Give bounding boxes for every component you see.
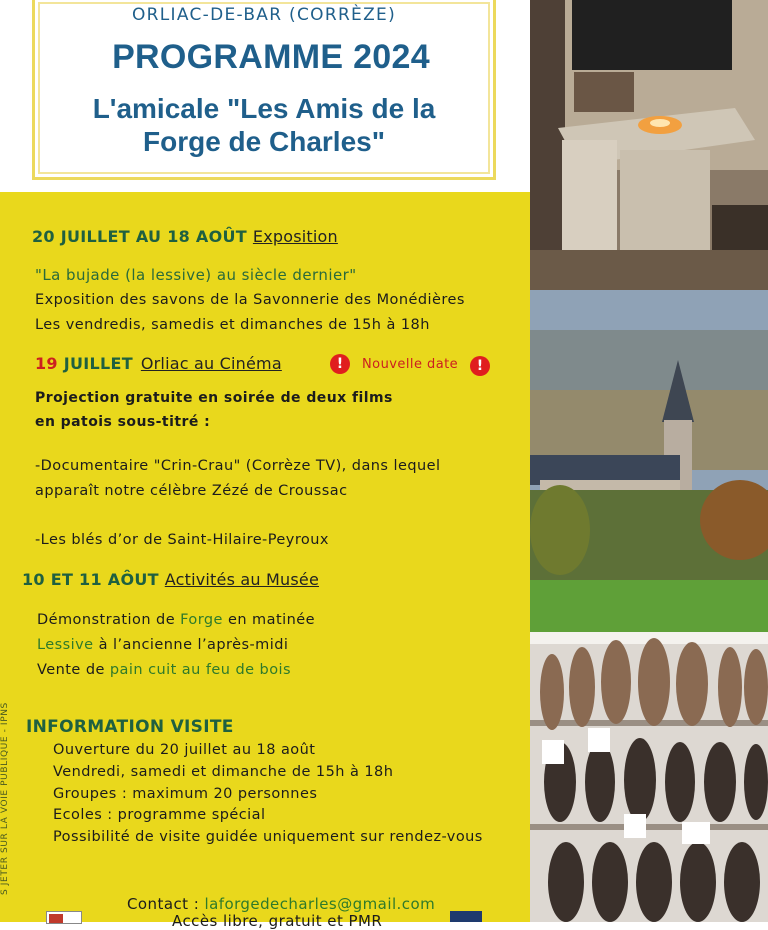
info-line: Vendredi, samedi et dimanche de 15h à 18h [53, 764, 394, 780]
musee-demo-suffix: en matinée [222, 612, 315, 628]
association-name [32, 92, 496, 158]
new-date-badge: Nouvelle date [362, 357, 459, 372]
alert-icon: ! [470, 356, 490, 376]
cinema-title: Orliac au Cinéma [140, 354, 282, 373]
info-line: Ouverture du 20 juillet au 18 août [53, 742, 316, 758]
musee-demo-highlight: Forge [180, 612, 223, 628]
alert-icon: ! [330, 354, 350, 374]
film-1-line-2: apparaît notre célèbre Zézé de Croussac [35, 483, 348, 499]
forge-photo [530, 0, 768, 290]
clogs-photo [530, 632, 768, 922]
contact-line [127, 895, 435, 913]
exposition-line-1: Exposition des savons de la Savonnerie des Monédières [35, 292, 465, 308]
region-logo [46, 911, 82, 924]
program-title: PROGRAMME 2024 [112, 38, 430, 76]
contact-label: Contact : [127, 895, 205, 913]
info-line: Groupes : maximum 20 personnes [53, 786, 318, 802]
exposition-subtitle: "La bujade (la lessive) au siècle dernier" [35, 266, 357, 284]
location-subtitle: ORLIAC-DE-BAR (CORRÈZE) [131, 5, 397, 25]
cinema-heading [35, 354, 282, 373]
film-2: -Les blés d’or de Saint-Hilaire-Peyroux [35, 532, 329, 548]
musee-demo-prefix: Démonstration de [37, 612, 181, 628]
musee-vente [37, 662, 291, 678]
musee-dates: 10 ET 11 AÔUT [22, 570, 159, 589]
village-church-photo [530, 290, 768, 632]
musee-heading [22, 570, 319, 589]
projection-line-1: Projection gratuite en soirée de deux films [35, 390, 393, 406]
cinema-day: 19 [35, 354, 58, 373]
contact-email[interactable]: laforgedecharles@gmail.com [204, 895, 436, 913]
info-line: Ecoles : programme spécial [53, 807, 266, 823]
musee-vente-highlight: pain cuit au feu de bois [109, 662, 292, 678]
exposition-heading [32, 227, 338, 246]
exposition-line-2: Les vendredis, samedis et dimanches de 15h à 18h [35, 317, 430, 333]
exposition-title: Exposition [252, 227, 338, 246]
musee-title: Activités au Musée [164, 570, 319, 589]
cinema-month: JUILLET [63, 354, 133, 373]
film-1-line-1: -Documentaire "Crin-Crau" (Corrèze TV), dans lequel [35, 458, 441, 474]
musee-lessive-highlight: Lessive [37, 637, 94, 653]
partner-logo [450, 911, 482, 922]
exposition-dates: 20 JUILLET AU 18 AOÛT [32, 227, 248, 246]
vertical-note: S JETER SUR LA VOIE PUBLIQUE - IPNS [0, 702, 10, 895]
association-line-1: L'amicale "Les Amis de la [92, 93, 436, 124]
projection-line-2: en patois sous-titré : [35, 414, 211, 430]
musee-lessive [37, 637, 288, 653]
musee-vente-prefix: Vente de [37, 662, 110, 678]
association-line-2: Forge de Charles" [142, 126, 385, 157]
musee-demo [37, 612, 315, 628]
access-line: Accès libre, gratuit et PMR [172, 912, 383, 930]
info-line: Possibilité de visite guidée uniquement sur rendez-vous [53, 829, 483, 845]
info-heading: INFORMATION VISITE [26, 717, 234, 737]
musee-lessive-suffix: à l’ancienne l’après-midi [93, 637, 289, 653]
